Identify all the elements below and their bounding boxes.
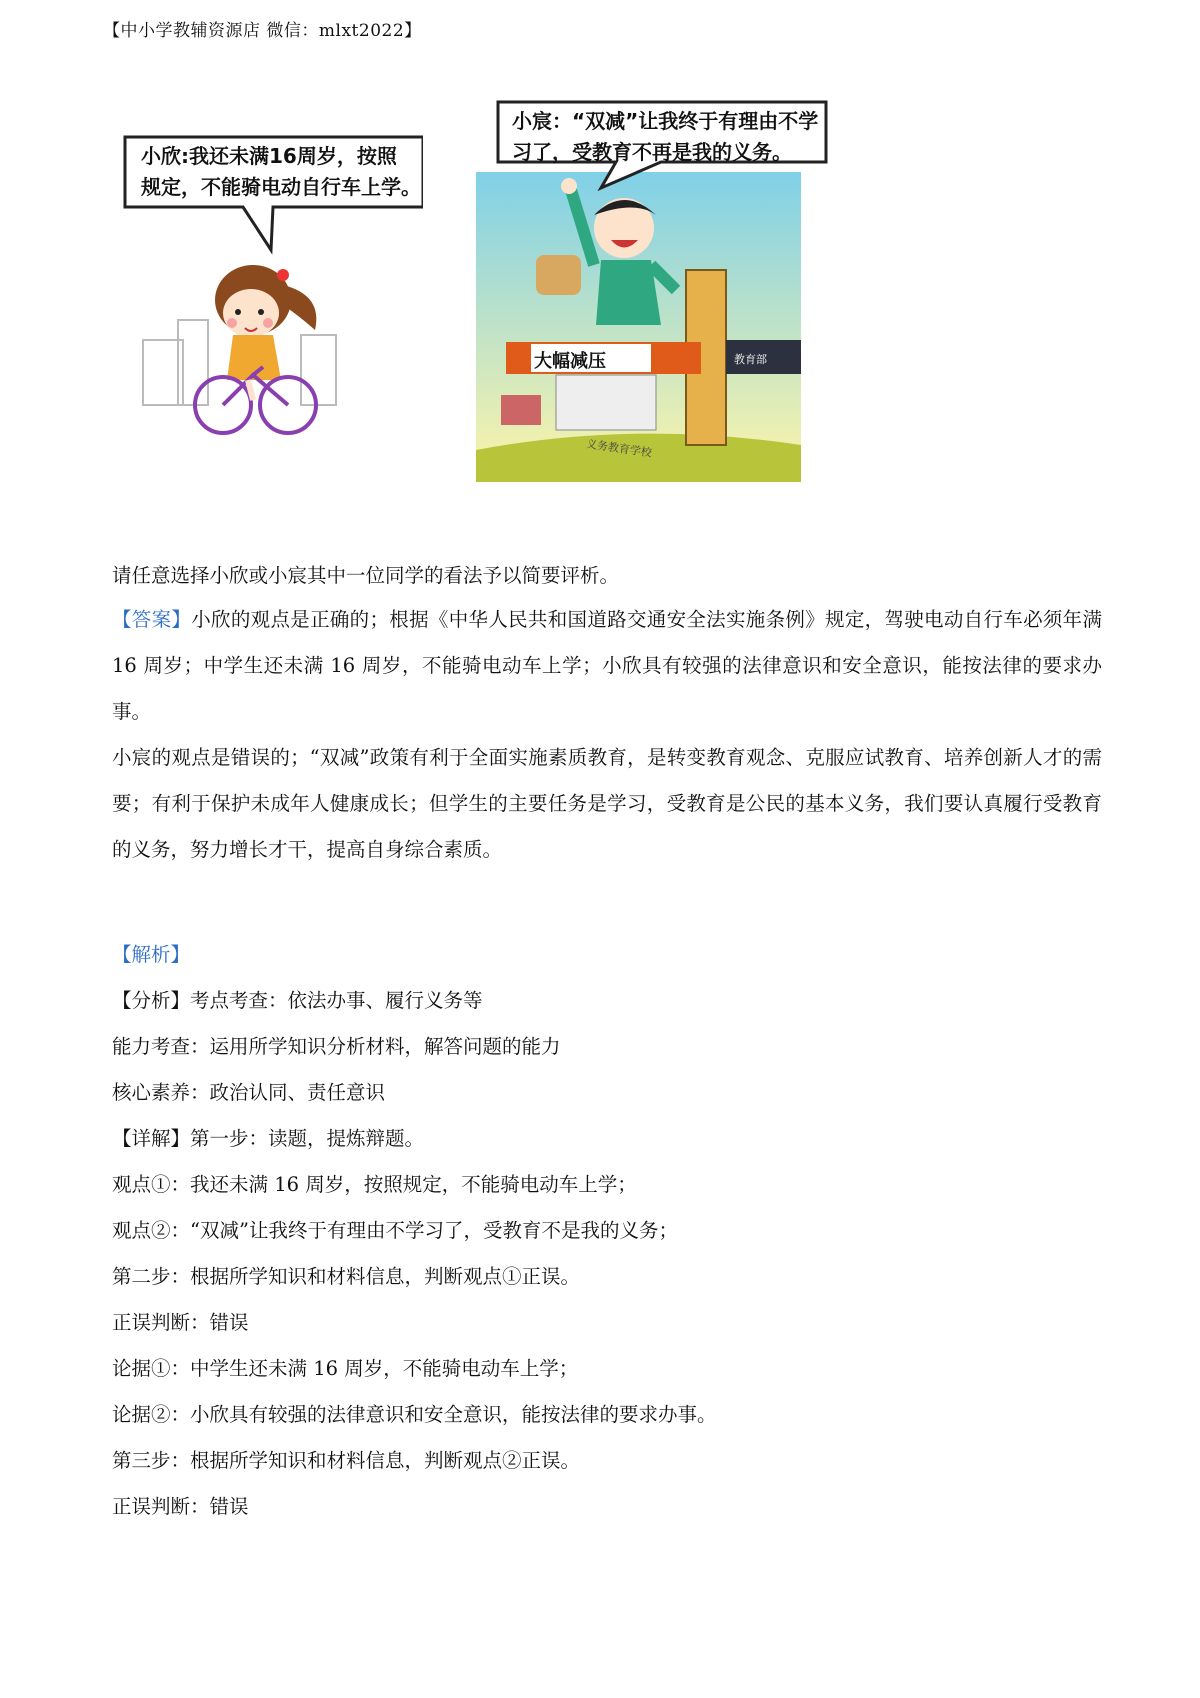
bubble-line-2: 规定，不能骑电动自行车上学。: [141, 175, 421, 199]
analysis-line: 第三步：根据所学知识和材料信息，判断观点②正误。: [112, 1449, 581, 1472]
analysis-line: 正误判断：错误: [112, 1495, 249, 1518]
bubble-line-1: 小宸：“双减”让我终于有理由不学: [512, 109, 819, 133]
analysis-line: 能力考查：运用所学知识分析材料，解答问题的能力: [112, 1035, 561, 1058]
analysis-line: 第二步：根据所学知识和材料信息，判断观点①正误。: [112, 1265, 581, 1288]
analysis-line: 核心素养：政治认同、责任意识: [112, 1081, 386, 1104]
cuff-label: 教育部: [734, 353, 767, 366]
analysis-line: 观点①：我还未满 16 周岁，按照规定，不能骑电动车上学；: [112, 1173, 637, 1196]
question-line: 请任意选择小欣或小宸其中一位同学的看法予以简要评析。: [112, 564, 620, 587]
analysis-section: [112, 932, 1102, 1530]
analysis-line: 论据②：小欣具有较强的法律意识和安全意识，能按法律的要求办事。: [112, 1403, 717, 1426]
analysis-line: 【详解】第一步：读题，提炼辩题。: [112, 1127, 425, 1150]
cartoon-girl-illustration: [123, 135, 423, 455]
ground-label: 义务教育学校: [585, 437, 653, 460]
analysis-tag: 【解析】: [112, 943, 191, 966]
answer-text-1: 小欣的观点是正确的；根据《中华人民共和国道路交通安全法实施条例》规定，驾驶电动自行车必须年满 16 周岁；中学生还未满 16 周岁，不能骑电动车上学；小欣具有较强的法律意识和安全意识，能按法律的要求办事。: [112, 608, 1102, 723]
answer-para-1: [112, 597, 1102, 735]
analysis-line: 论据①：中学生还未满 16 周岁，不能骑电动车上学；: [112, 1357, 579, 1380]
banner-label: 大幅减压: [534, 351, 606, 372]
answer-tag: 【答案】: [112, 608, 192, 631]
question-text: [112, 553, 1102, 599]
bubble-line-2: 习了，受教育不再是我的义务。: [512, 140, 792, 164]
analysis-line: 观点②：“双减”让我终于有理由不学习了，受教育不是我的义务；: [112, 1219, 678, 1242]
page-header: 【中小学教辅资源店 微信：mlxt2022】: [103, 21, 422, 41]
analysis-line: 正误判断：错误: [112, 1311, 249, 1334]
cartoon-boy-illustration: [476, 100, 876, 483]
analysis-line: 【分析】考点考查：依法办事、履行义务等: [112, 989, 483, 1012]
bubble-line-1: 小欣:我还未满16周岁，按照: [141, 144, 397, 168]
answer-para-2: 小宸的观点是错误的；“双减”政策有利于全面实施素质教育，是转变教育观念、克服应试教育、培养创新人才的需要；有利于保护未成年人健康成长；但学生的主要任务是学习，受教育是公民的基本义务，我们要认真履行受教育的义务，努力增长才干，提高自身综合素质。: [112, 746, 1102, 861]
answer-section: [112, 597, 1102, 873]
